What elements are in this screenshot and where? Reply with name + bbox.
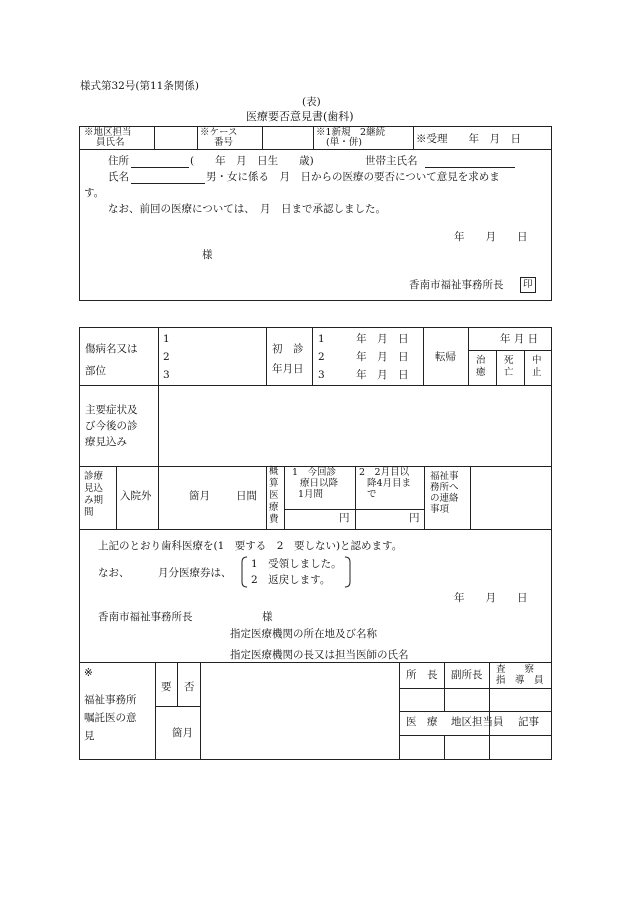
case-label: 番号 [214, 137, 234, 148]
contact-label: の連絡 [430, 493, 459, 504]
cost-label: 医 [269, 490, 279, 501]
name-blank [131, 183, 205, 184]
divider [79, 662, 552, 663]
divider [158, 466, 159, 529]
vice-director-label: 副所長 [451, 669, 483, 681]
first-visit-date: 3 年 月 日 [318, 369, 409, 381]
approval-nao: なお、 [98, 567, 130, 579]
divider [266, 466, 267, 529]
ticket-option-received: 1 受領しました。 [251, 558, 342, 570]
contact-label: 事項 [430, 504, 450, 515]
divider [266, 327, 267, 385]
inspector-label: 査 察 [496, 664, 535, 675]
cost-label: 療 [269, 502, 279, 513]
symptoms-label: 主要症状及 [85, 404, 138, 416]
ticket-option-returned: 2 返戻します。 [251, 574, 331, 586]
approval-date: 年 月 日 [454, 592, 528, 604]
divider [197, 126, 198, 149]
notes-label: 記事 [518, 716, 539, 728]
divider [470, 466, 471, 529]
outpatient-label: 入院外 [120, 490, 152, 502]
divider [468, 350, 552, 351]
doctor-opinion-label: 嘱託医の意 [84, 712, 137, 724]
request-text: 男・女に係る 月 日からの医療の要否について意見を求めま [206, 171, 500, 183]
outcome-stop: 中 [532, 355, 542, 366]
head-label: 世帯主氏名 [365, 155, 418, 167]
divider [262, 126, 263, 149]
name-label: 氏名 [108, 171, 129, 183]
outcome-label: 転帰 [435, 351, 456, 363]
issuer: 香南市福祉事務所長 [409, 279, 504, 291]
divider [424, 466, 425, 529]
divider [79, 149, 552, 150]
divider [524, 350, 525, 385]
cost-later-months: で [367, 489, 377, 500]
divider [155, 706, 200, 707]
divider [399, 735, 552, 736]
cost-label: 算 [269, 478, 279, 489]
cost-first-month: 1 今回診 [292, 467, 337, 478]
divider [177, 662, 178, 706]
months-unit: 箇月 [189, 490, 210, 502]
approval-statement: 上記のとおり歯科医療を(1 要する 2 要しない)と認めます。 [98, 540, 403, 552]
outcome-cured: 癒 [476, 367, 486, 378]
divider [284, 466, 285, 529]
doctor-months-unit: 箇月 [172, 727, 193, 739]
divider [496, 350, 497, 385]
birth-label: ( 年 月 日生 歳) [190, 155, 314, 167]
medical-label: 医 療 [406, 716, 438, 728]
divider [158, 385, 159, 466]
period-label: み期 [84, 495, 104, 506]
form-side: (表) [302, 96, 321, 108]
yen-unit: 円 [409, 512, 420, 524]
period-label: 診療 [84, 471, 104, 482]
divider [444, 735, 445, 760]
institution-head: 指定医療機関の長又は担当医師の氏名 [230, 649, 409, 661]
contact-label: 福祉事 [430, 471, 459, 482]
address-blank [131, 167, 189, 168]
approval-sama: 様 [262, 611, 273, 623]
first-visit-label: 初 診 [272, 343, 304, 355]
disease-label: 傷病名又は [85, 343, 138, 355]
case-label: ※ケース [200, 127, 238, 138]
period-label: 間 [84, 507, 94, 518]
symptoms-label: 療見込み [85, 436, 127, 448]
district-staff-label: 地区担当員 [451, 716, 504, 728]
outcome-death: 死 [504, 355, 514, 366]
disease-num: 1 [163, 333, 170, 345]
bottom-mark: ※ [84, 667, 93, 679]
divider [399, 711, 552, 712]
divider [158, 327, 159, 385]
yen-unit: 円 [339, 512, 350, 524]
type-label: ※1新規 2継続 [316, 127, 386, 138]
divider [79, 385, 552, 386]
bracket-right-icon [344, 556, 352, 588]
outcome-date: 年 月 日 [500, 333, 539, 345]
divider [155, 662, 156, 760]
need-yes: 要 [161, 681, 172, 693]
cost-first-month: 療日以降 [300, 478, 339, 489]
cost-first-month: 1月間 [298, 489, 324, 500]
need-no: 否 [184, 681, 195, 693]
first-visit-date: 2 年 月 日 [318, 351, 409, 363]
doctor-opinion-label: 福祉事務所 [84, 694, 137, 706]
first-visit-label: 年月日 [272, 363, 304, 375]
symptoms-label: び今後の診 [85, 420, 138, 432]
period-label: 見込 [84, 483, 104, 494]
cost-later-months: 降4月目ま [367, 478, 412, 489]
divider [284, 509, 424, 510]
staff-label: ※地区担当 [84, 127, 132, 138]
address-label: 住所 [108, 155, 129, 167]
staff-label: 員氏名 [96, 137, 125, 148]
first-visit-date: 1 年 月 日 [318, 333, 409, 345]
divider [200, 662, 201, 760]
cost-label: 費 [269, 514, 279, 525]
outcome-cured: 治 [476, 355, 486, 366]
contact-label: 務所へ [430, 482, 459, 493]
received-label: ※受理 年 月 日 [416, 133, 521, 145]
request-date: 年 月 日 [454, 231, 528, 243]
divider [355, 466, 356, 529]
divider [116, 466, 117, 529]
divider [444, 662, 445, 711]
disease-num: 3 [163, 369, 170, 381]
divider [399, 688, 552, 689]
request-text: す。 [84, 187, 105, 199]
outcome-death: 亡 [504, 367, 514, 378]
institution-address: 指定医療機関の所在地及び名称 [230, 628, 377, 640]
divider [413, 126, 414, 149]
head-blank [425, 167, 515, 168]
inspector-label: 指 導 員 [496, 675, 544, 686]
divider [423, 327, 424, 385]
divider [154, 126, 155, 149]
addressee-sama: 様 [202, 249, 213, 261]
bracket-left-icon [240, 556, 248, 588]
outcome-stop: 止 [532, 367, 542, 378]
divider [468, 327, 469, 385]
form-number: 様式第32号(第11条関係) [80, 80, 199, 92]
disease-label: 部位 [85, 365, 106, 377]
disease-num: 2 [163, 351, 170, 363]
divider [313, 126, 314, 149]
approval-issuer: 香南市福祉事務所長 [98, 611, 193, 623]
previous-approval: なお、前回の医療については、 月 日まで承認しました。 [108, 203, 387, 215]
divider [312, 327, 313, 385]
doctor-opinion-label: 見 [84, 730, 95, 742]
seal-mark: 印 [523, 279, 533, 290]
ticket-label: 月分医療券は、 [158, 567, 232, 579]
days-unit: 日間 [236, 490, 257, 502]
cost-later-months: 2 2月目以 [359, 467, 410, 478]
divider [489, 662, 490, 760]
cost-label: 概 [269, 466, 279, 477]
page-title: 医療要否意見書(歯科) [246, 110, 354, 123]
divider [79, 529, 552, 530]
director-label: 所 長 [406, 669, 438, 681]
type-label: (単・併) [326, 137, 362, 148]
